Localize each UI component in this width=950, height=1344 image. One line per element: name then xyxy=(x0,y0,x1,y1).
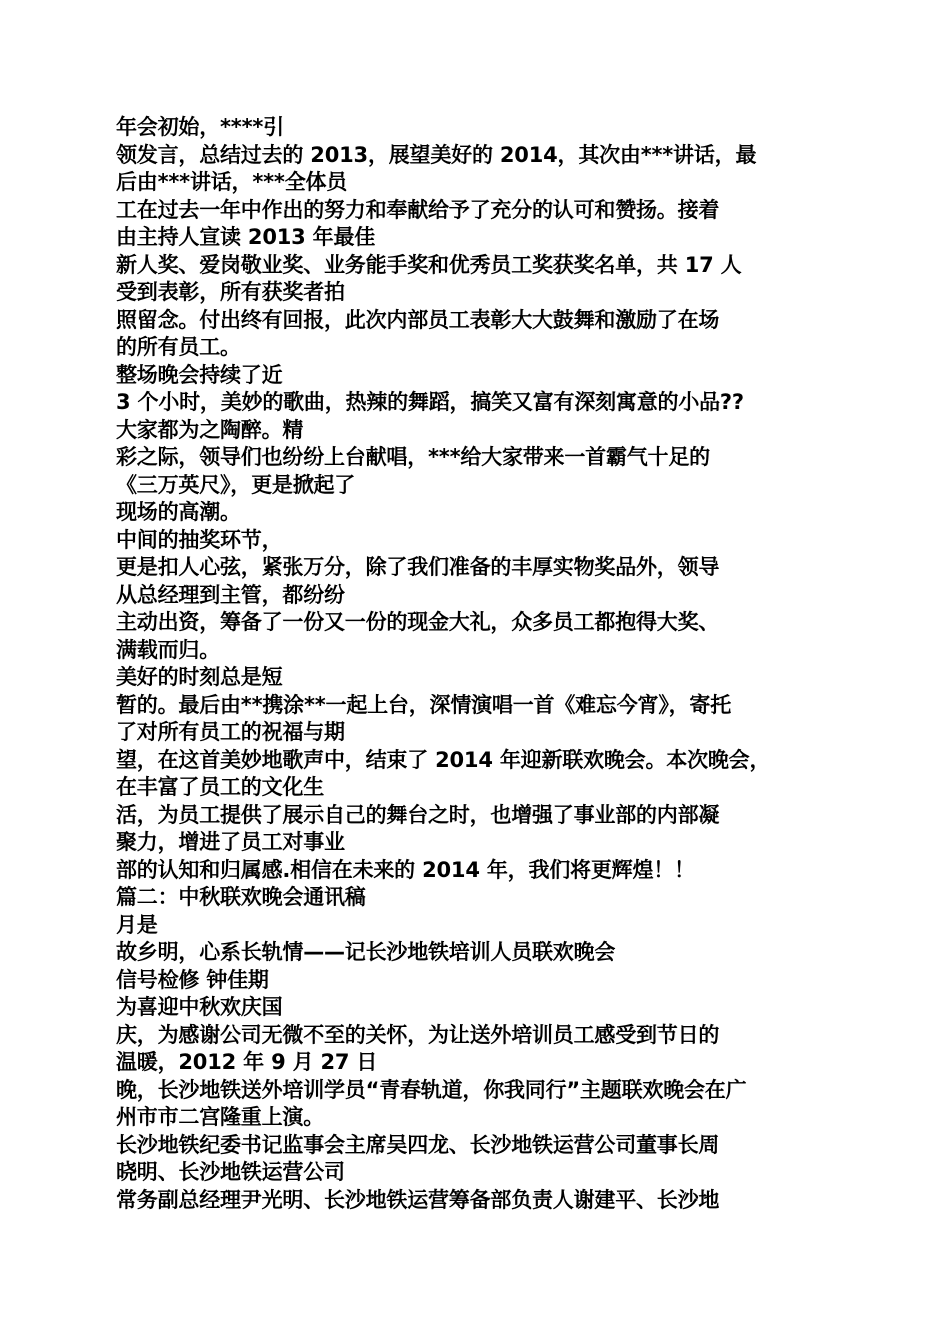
text-line: 中间的抽奖环节， xyxy=(116,527,283,552)
text-line: 温暖，2012 年 9 月 27 日 xyxy=(116,1050,378,1074)
text-line: 的所有员工。 xyxy=(116,335,241,359)
text-line: 故乡明，心系长轨情——记长沙地铁培训人员联欢晚会 xyxy=(116,940,616,964)
text-line: 篇二：中秋联欢晚会通讯稿 xyxy=(116,885,366,909)
text-line: 晚，长沙地铁送外培训学员“青春轨道，你我同行”主题联欢晚会在广 xyxy=(116,1077,747,1102)
text-line: 由主持人宣读 2013 年最佳 xyxy=(116,225,376,249)
text-line: 现场的高潮。 xyxy=(116,500,241,524)
text-line: 晓明、长沙地铁运营公司 xyxy=(116,1160,345,1184)
text-line: 聚力，增进了员工对事业 xyxy=(116,830,345,854)
text-line: 工在过去一年中作出的努力和奉献给予了充分的认可和赞扬。接着 xyxy=(116,197,720,222)
text-line: 从总经理到主管，都纷纷 xyxy=(116,582,345,607)
text-line: 信号检修 钟佳期 xyxy=(116,967,269,992)
text-line: 常务副总经理尹光明、长沙地铁运营筹备部负责人谢建平、长沙地 xyxy=(116,1187,720,1212)
text-line: 后由***讲话，***全体员 xyxy=(116,170,348,194)
text-line: 领发言，总结过去的 2013，展望美好的 2014，其次由***讲话，最 xyxy=(116,142,757,167)
text-line: 3 个小时，美妙的歌曲，热辣的舞蹈，搞笑又富有深刻寓意的小品?? xyxy=(116,390,744,414)
text-line: 庆，为感谢公司无微不至的关怀，为让送外培训员工感受到节日的 xyxy=(116,1022,720,1047)
text-line: 大家都为之陶醉。精 xyxy=(116,417,304,442)
text-line: 整场晚会持续了近 xyxy=(116,362,283,387)
text-line: 照留念。付出终有回报，此次内部员工表彰大大鼓舞和激励了在场 xyxy=(116,307,720,332)
text-line: 暂的。最后由**携涂**一起上台，深情演唱一首《难忘今宵》，寄托 xyxy=(116,692,732,717)
text-line: 年会初始，****引 xyxy=(116,115,284,139)
text-line: 了对所有员工的祝福与期 xyxy=(116,720,345,744)
text-line: 部的认知和归属感.相信在未来的 2014 年，我们将更辉煌！！ xyxy=(116,857,695,882)
text-line: 更是扣人心弦，紧张万分，除了我们准备的丰厚实物奖品外，领导 xyxy=(116,555,720,579)
document-page xyxy=(116,114,852,1214)
text-line: 满载而归。 xyxy=(116,637,220,662)
text-line: 受到表彰，所有获奖者拍 xyxy=(116,280,345,304)
text-line: 活，为员工提供了展示自己的舞台之时，也增强了事业部的内部凝 xyxy=(116,802,720,827)
text-line: 新人奖、爱岗敬业奖、业务能手奖和优秀员工奖获奖名单，共 17 人 xyxy=(116,252,742,277)
text-line: 长沙地铁纪委书记监事会主席吴四龙、长沙地铁运营公司董事长周 xyxy=(116,1132,720,1157)
text-line: 州市市二宫隆重上演。 xyxy=(116,1105,324,1129)
text-line: 在丰富了员工的文化生 xyxy=(116,775,324,799)
text-line: 《三万英尺》，更是掀起了 xyxy=(116,472,356,497)
text-line: 主动出资，筹备了一份又一份的现金大礼，众多员工都抱得大奖、 xyxy=(116,610,720,634)
text-line: 彩之际，领导们也纷纷上台献唱，***给大家带来一首霸气十足的 xyxy=(116,445,710,469)
text-line: 为喜迎中秋欢庆国 xyxy=(116,995,283,1019)
text-line: 美好的时刻总是短 xyxy=(116,665,283,689)
text-line: 月是 xyxy=(116,912,158,937)
text-line: 望，在这首美妙地歌声中，结束了 2014 年迎新联欢晚会。本次晚会， xyxy=(116,747,771,772)
